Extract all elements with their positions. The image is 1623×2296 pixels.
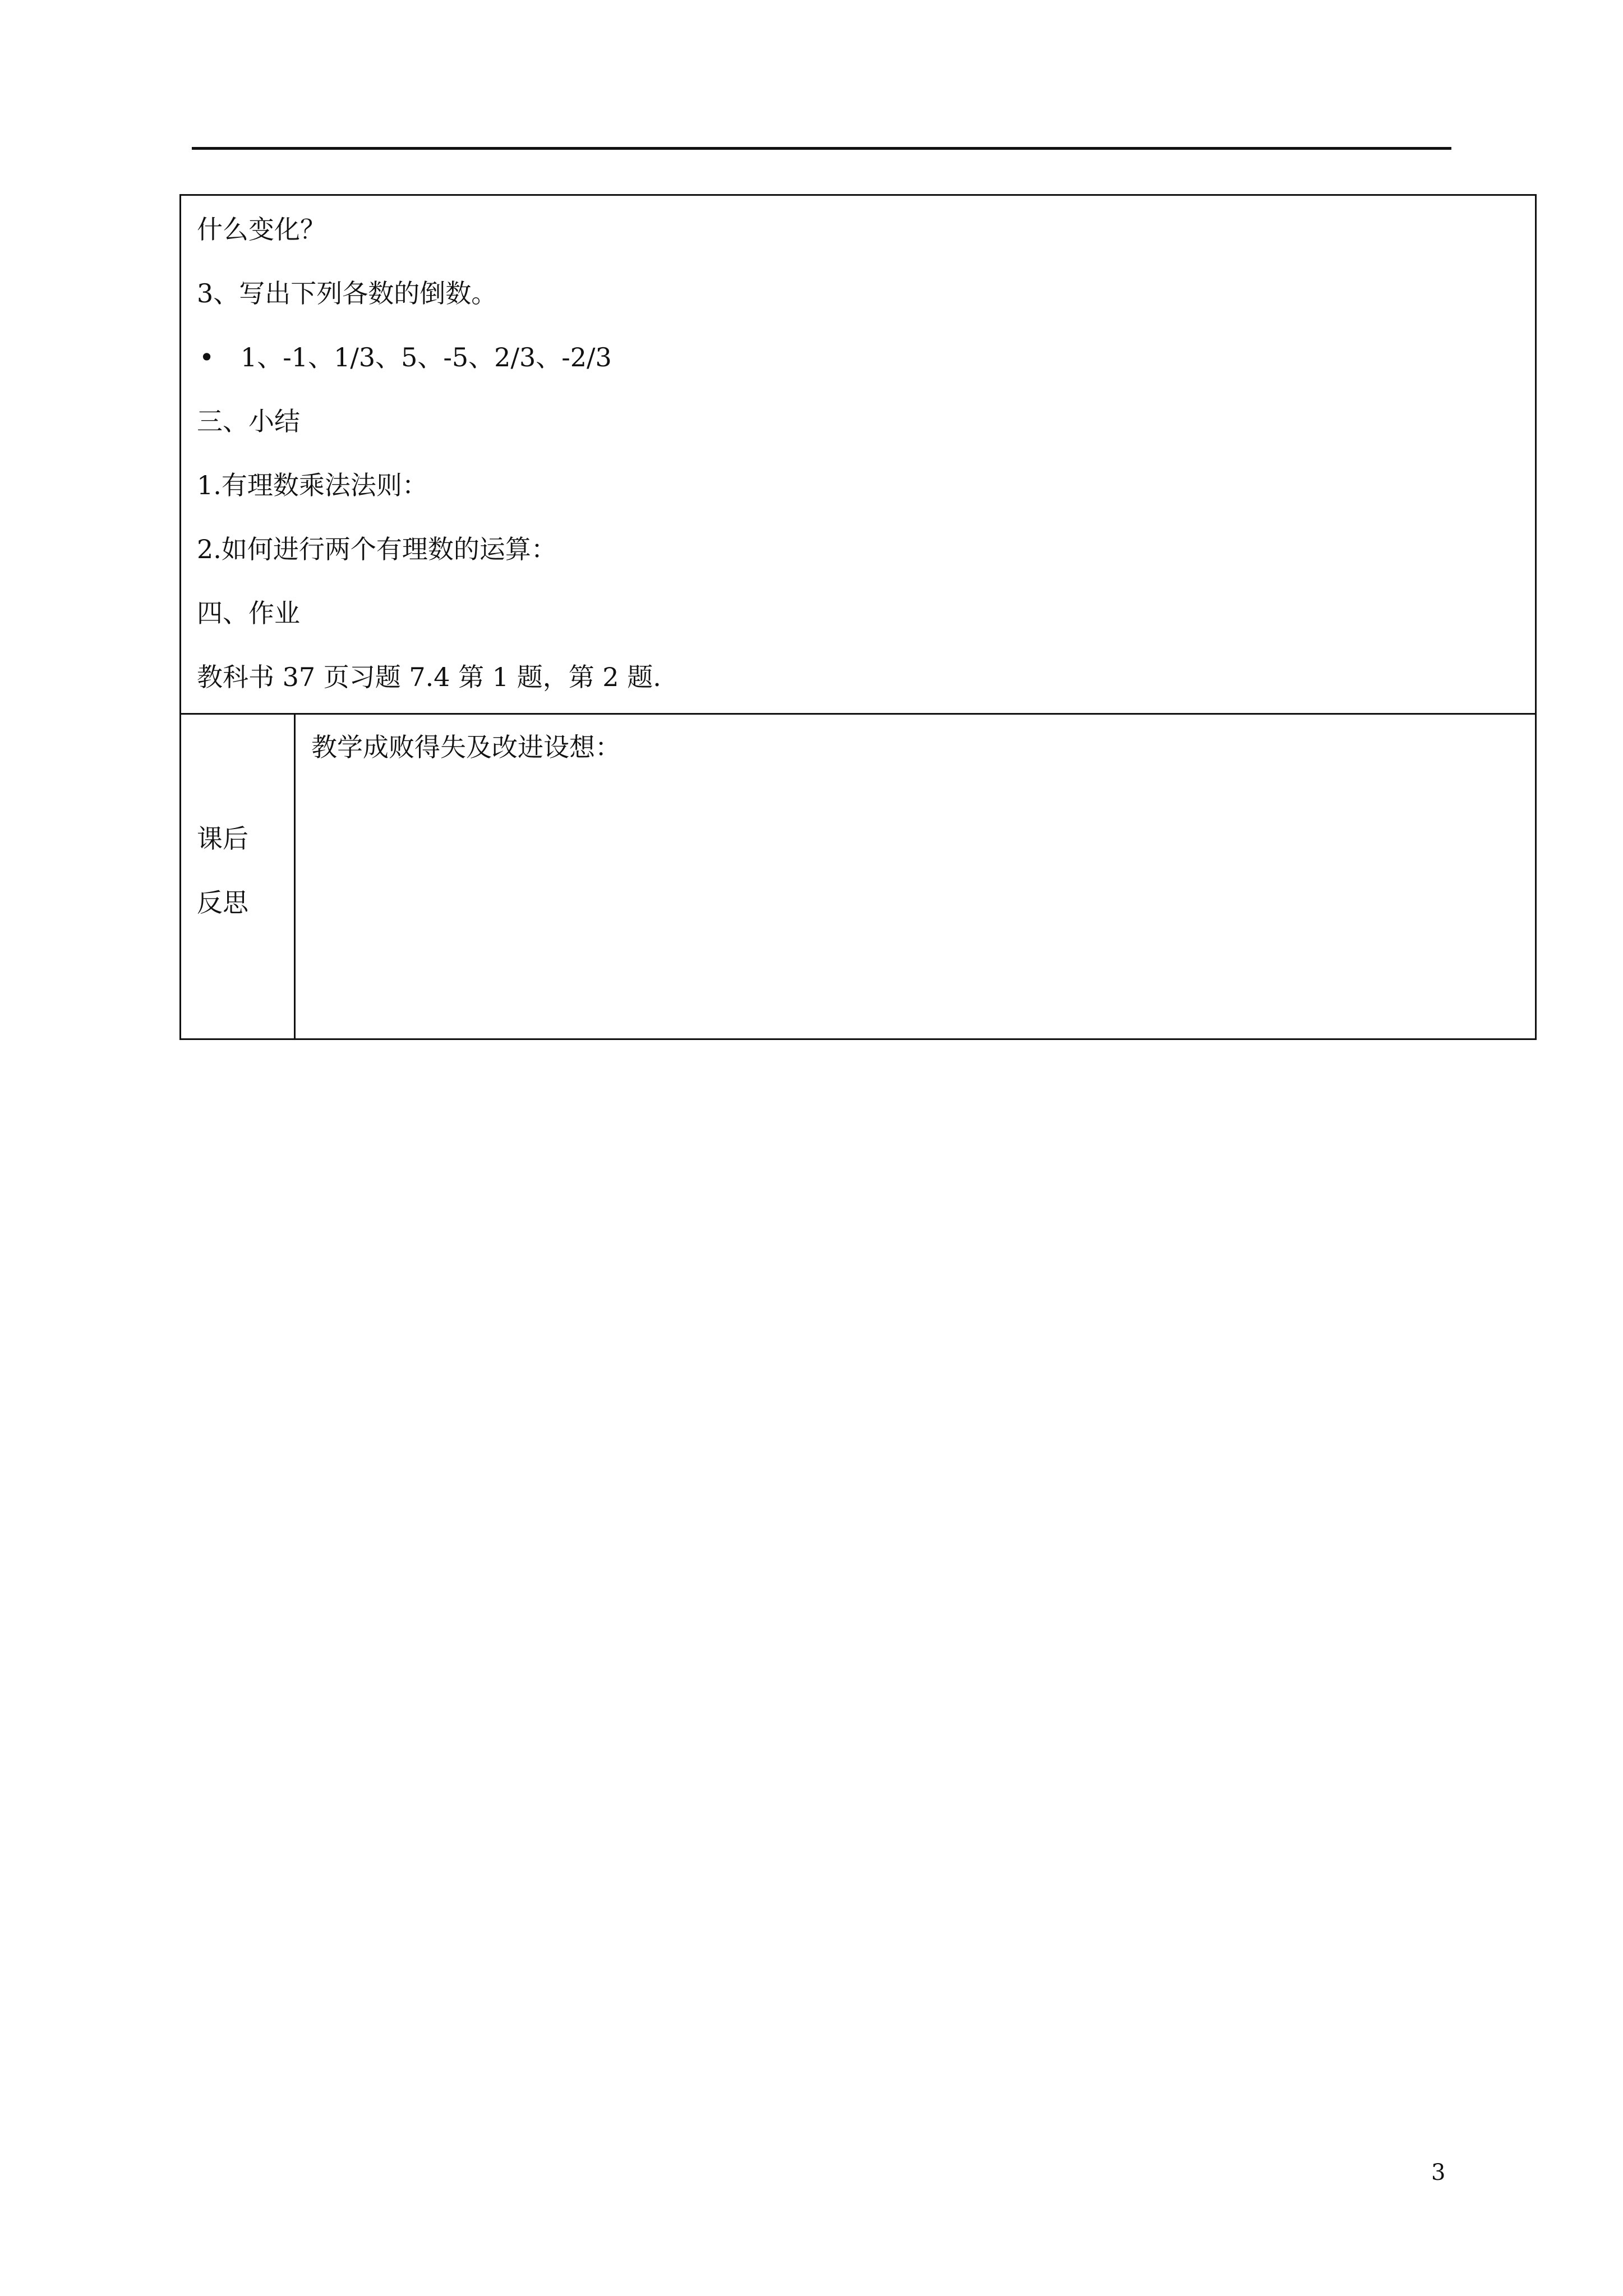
reflection-content-cell bbox=[296, 715, 1537, 1040]
content-line-8: 教科书 37 页习题 7.4 第 1 题，第 2 题. bbox=[197, 662, 661, 692]
content-line-6: 2.如何进行两个有理数的运算： bbox=[197, 534, 557, 564]
content-line-2: 3、写出下列各数的倒数。 bbox=[197, 278, 497, 309]
header-rule bbox=[192, 147, 1451, 150]
bullet-icon: • bbox=[199, 342, 215, 372]
reflection-label-cell bbox=[181, 715, 296, 1040]
reflection-label-line-1: 课后 bbox=[197, 823, 248, 854]
reflection-label-line-2: 反思 bbox=[197, 887, 248, 918]
content-line-5: 1.有理数乘法法则： bbox=[197, 470, 428, 500]
lesson-table bbox=[179, 194, 1537, 1040]
content-line-4: 三、小结 bbox=[197, 406, 300, 436]
reflection-prompt: 教学成败得失及改进设想： bbox=[311, 732, 621, 762]
content-line-3 bbox=[199, 341, 612, 374]
lesson-content-cell bbox=[181, 196, 1535, 715]
content-line-1: 什么变化？ bbox=[197, 214, 326, 245]
content-line-7: 四、作业 bbox=[197, 598, 300, 628]
reciprocal-list: 1、-1、1/3、5、-5、2/3、-2/3 bbox=[241, 342, 612, 372]
page-number: 3 bbox=[1431, 2160, 1446, 2185]
